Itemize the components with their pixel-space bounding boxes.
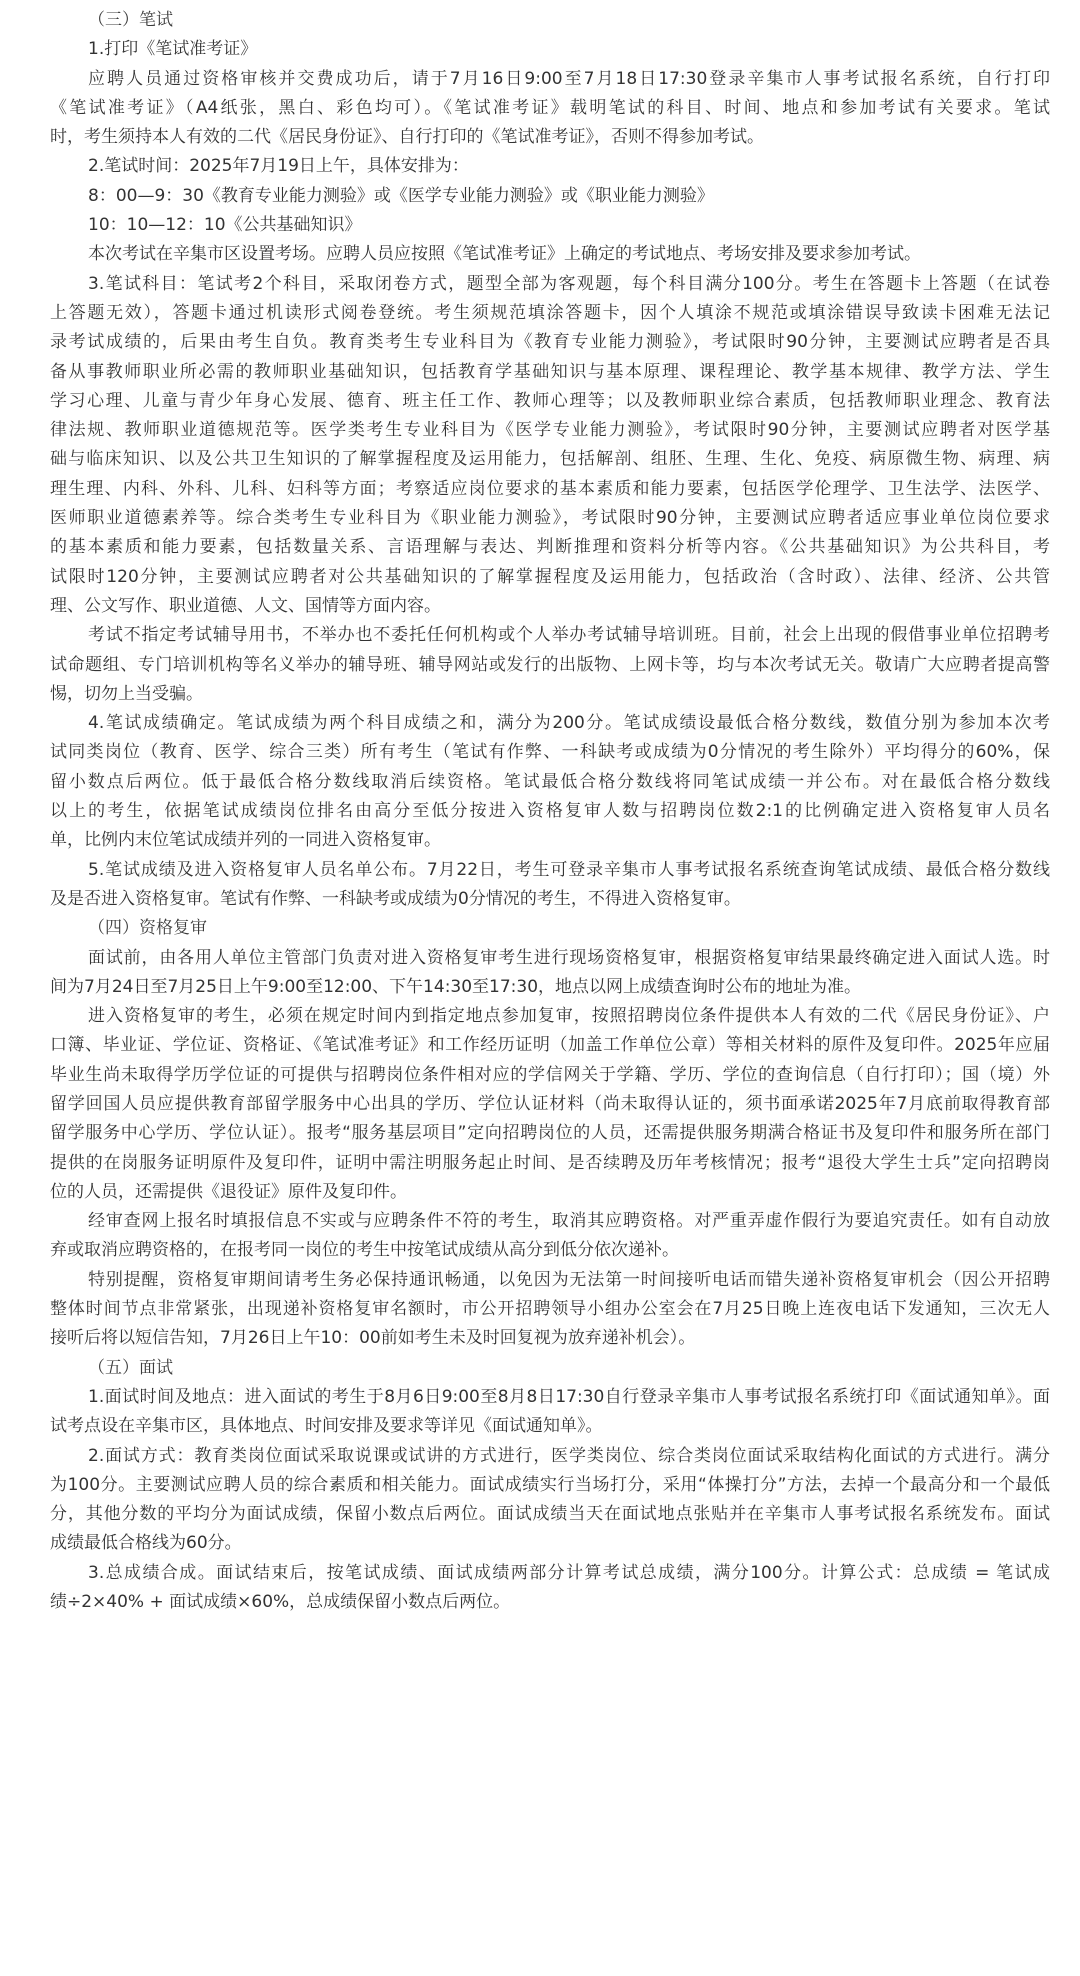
- paragraph-line: 整体时间节点非常紧张，出现递补资格复审名额时，市公开招聘领导小组办公室会在7月25日晚上连夜电话下发通知，三次无人: [50, 1299, 1050, 1320]
- paragraph-first-line: 3.笔试科目：笔试考2个科目，采取闭卷方式，题型全部为客观题，每个科目满分100分。考生在答题卡上答题（在试卷: [88, 273, 1050, 294]
- paragraph-line: 《笔试准考证》（A4纸张，黑白、彩色均可）。《笔试准考证》载明笔试的科目、时间、地点和参加考试有关要求。笔试: [50, 97, 1050, 118]
- paragraph-first-line: 特别提醒，资格复审期间请考生务必保持通讯畅通，以免因为无法第一时间接听电话而错失递补资格复审机会（因公开招聘: [88, 1269, 1050, 1290]
- paragraph-first-line: 应聘人员通过资格审核并交费成功后，请于7月16日9:00至7月18日17:30登录辛集市人事考试报名系统，自行打印: [88, 68, 1050, 89]
- paragraph-line: 及是否进入资格复审。笔试有作弊、一科缺考或成绩为0分情况的考生，不得进入资格复审。: [50, 888, 741, 909]
- paragraph-line: 绩÷2×40% + 面试成绩×60%，总成绩保留小数点后两位。: [50, 1592, 511, 1613]
- paragraph-line: 间为7月24日至7月25日上午9:00至12:00、下午14:30至17:30，地点以网上成绩查询时公布的地址为准。: [50, 976, 862, 997]
- paragraph-line: 为100分。主要测试应聘人员的综合素质和相关能力。面试成绩实行当场打分，采用“体操打分”方法，去掉一个最高分和一个最低: [50, 1474, 1050, 1495]
- section-heading: （四）资格复审: [88, 918, 207, 939]
- paragraph-first-line: 经审查网上报名时填报信息不实或与应聘条件不符的考生，取消其应聘资格。对严重弄虚作假行为要追究责任。如有自动放: [88, 1211, 1050, 1232]
- section-heading: （三）笔试: [88, 10, 173, 30]
- paragraph-line: 上答题无效），答题卡通过机读形式阅卷登统。考生须规范填涂答题卡，因个人填涂不规范或填涂错误导致读卡困难无法记: [50, 302, 1050, 323]
- paragraph-line: 理生理、内科、外科、儿科、妇科等方面；考察适应岗位要求的基本素质和能力要素，包括医学伦理学、卫生法学、法医学、: [50, 478, 1050, 499]
- paragraph-line: 的基本素质和能力要素，包括数量关系、言语理解与表达、判断推理和资料分析等内容。《公共基础知识》为公共科目，考: [50, 537, 1050, 558]
- paragraph-line: 医师职业道德素养等。综合类考生专业科目为《职业能力测验》，考试限时90分钟，主要测试应聘者适应事业单位岗位要求: [50, 508, 1050, 529]
- paragraph-first-line: 本次考试在辛集市区设置考场。应聘人员应按照《笔试准考证》上确定的考试地点、考场安排及要求参加考试。: [88, 244, 921, 265]
- paragraph-line: 以上的考生，依据笔试成绩岗位排名由高分至低分按进入资格复审人数与招聘岗位数2:1的比例确定进入资格复审人员名: [50, 801, 1050, 822]
- paragraph-line: 弃或取消应聘资格的，在报考同一岗位的考生中按笔试成绩从高分到低分依次递补。: [50, 1240, 679, 1261]
- paragraph-line: 备从事教师职业所必需的教师职业基础知识，包括教育学基础知识与基本原理、课程理论、教学基本规律、教学方法、学生: [50, 361, 1050, 382]
- paragraph-line: 留学服务中心学历、学位认证）。报考“服务基层项目”定向招聘岗位的人员，还需提供服务期满合格证书及复印件和服务所在部门: [50, 1123, 1050, 1144]
- paragraph-first-line: 2.笔试时间：2025年7月19日上午，具体安排为：: [88, 156, 469, 177]
- paragraph-line: 毕业生尚未取得学历学位证的可提供与招聘岗位条件相对应的学信网关于学籍、学历、学位的查询信息（自行打印）；国（境）外: [50, 1064, 1050, 1085]
- paragraph-first-line: 8：00—9：30《教育专业能力测验》或《医学专业能力测验》或《职业能力测验》: [88, 185, 714, 206]
- paragraph-line: 提供的在岗服务证明原件及复印件，证明中需注明服务起止时间、是否续聘及历年考核情况；报考“退役大学生士兵”定向招聘岗: [50, 1152, 1050, 1173]
- paragraph-line: 口簿、毕业证、学位证、资格证、《笔试准考证》和工作经历证明（加盖工作单位公章）等相关材料的原件及复印件。2025年应届: [50, 1035, 1050, 1056]
- paragraph-first-line: 进入资格复审的考生，必须在规定时间内到指定地点参加复审，按照招聘岗位条件提供本人有效的二代《居民身份证》、户: [88, 1006, 1050, 1027]
- paragraph-line: 留学回国人员应提供教育部留学服务中心出具的学历、学位认证材料（尚未取得认证的，须书面承诺2025年7月底前取得教育部: [50, 1093, 1050, 1114]
- paragraph-line: 惕，切勿上当受骗。: [50, 683, 203, 704]
- paragraph-first-line: 4.笔试成绩确定。笔试成绩为两个科目成绩之和，满分为200分。笔试成绩设最低合格分数线，数值分别为参加本次考: [88, 713, 1050, 734]
- paragraph-line: 试同类岗位（教育、医学、综合三类）所有考生（笔试有作弊、一科缺考或成绩为0分情况的考生除外）平均得分的60%，保: [50, 742, 1050, 763]
- paragraph-line: 理、公文写作、职业道德、人文、国情等方面内容。: [50, 595, 441, 616]
- paragraph-line: 础与临床知识、以及公共卫生知识的了解掌握程度及运用能力，包括解剖、组胚、生理、生化、免疫、病原微生物、病理、病: [50, 449, 1050, 470]
- paragraph-first-line: 2.面试方式：教育类岗位面试采取说课或试讲的方式进行，医学类岗位、综合类岗位面试采取结构化面试的方式进行。满分: [88, 1445, 1050, 1466]
- paragraph-line: 试限时120分钟，主要测试应聘者对公共基础知识的了解掌握程度及运用能力，包括政治（含时政）、法律、经济、公共管: [50, 566, 1050, 587]
- paragraph-line: 分，其他分数的平均分为面试成绩，保留小数点后两位。面试成绩当天在面试地点张贴并在辛集市人事考试报名系统发布。面试: [50, 1504, 1050, 1525]
- paragraph-first-line: 考试不指定考试辅导用书，不举办也不委托任何机构或个人举办考试辅导培训班。目前，社会上出现的假借事业单位招聘考: [88, 625, 1050, 646]
- paragraph-line: 律法规、教师职业道德规范等。医学类考生专业科目为《医学专业能力测验》，考试限时90分钟，主要测试应聘者对医学基: [50, 420, 1050, 441]
- section-heading: （五）面试: [88, 1357, 173, 1378]
- paragraph-first-line: 3.总成绩合成。面试结束后，按笔试成绩、面试成绩两部分计算考试总成绩，满分100分。计算公式：总成绩 = 笔试成: [88, 1562, 1050, 1583]
- paragraph-first-line: 1.打印《笔试准考证》: [88, 39, 258, 60]
- paragraph-line: 成绩最低合格线为60分。: [50, 1533, 242, 1554]
- paragraph-first-line: 5.笔试成绩及进入资格复审人员名单公布。7月22日，考生可登录辛集市人事考试报名系统查询笔试成绩、最低合格分数线: [88, 859, 1050, 880]
- paragraph-line: 试命题组、专门培训机构等名义举办的辅导班、辅导网站或发行的出版物、上网卡等，均与本次考试无关。敬请广大应聘者提高警: [50, 654, 1050, 675]
- paragraph-first-line: 10：10—12：10《公共基础知识》: [88, 215, 362, 236]
- paragraph-line: 位的人员，还需提供《退役证》原件及复印件。: [50, 1181, 407, 1202]
- paragraph-line: 时，考生须持本人有效的二代《居民身份证》、自行打印的《笔试准考证》，否则不得参加考试。: [50, 127, 764, 148]
- paragraph-line: 单，比例内末位笔试成绩并列的一同进入资格复审。: [50, 830, 441, 851]
- paragraph-line: 学习心理、儿童与青少年身心发展、德育、班主任工作、教师心理等；以及教师职业综合素质，包括教师职业理念、教育法: [50, 390, 1050, 411]
- paragraph-line: 录考试成绩的，后果由考生自负。教育类考生专业科目为《教育专业能力测验》，考试限时90分钟，主要测试应聘者是否具: [50, 332, 1050, 353]
- paragraph-line: 试考点设在辛集市区，具体地点、时间安排及要求等详见《面试通知单》。: [50, 1416, 603, 1437]
- paragraph-line: 接听后将以短信告知，7月26日上午10：00前如考生未及时回复视为放弃递补机会）。: [50, 1328, 696, 1349]
- paragraph-first-line: 1.面试时间及地点：进入面试的考生于8月6日9:00至8月8日17:30自行登录辛集市人事考试报名系统打印《面试通知单》。面: [88, 1386, 1050, 1407]
- paragraph-line: 留小数点后两位。低于最低合格分数线取消后续资格。笔试最低合格分数线将同笔试成绩一并公布。对在最低合格分数线: [50, 771, 1050, 792]
- paragraph-first-line: 面试前，由各用人单位主管部门负责对进入资格复审考生进行现场资格复审，根据资格复审结果最终确定进入面试人选。时: [88, 947, 1050, 968]
